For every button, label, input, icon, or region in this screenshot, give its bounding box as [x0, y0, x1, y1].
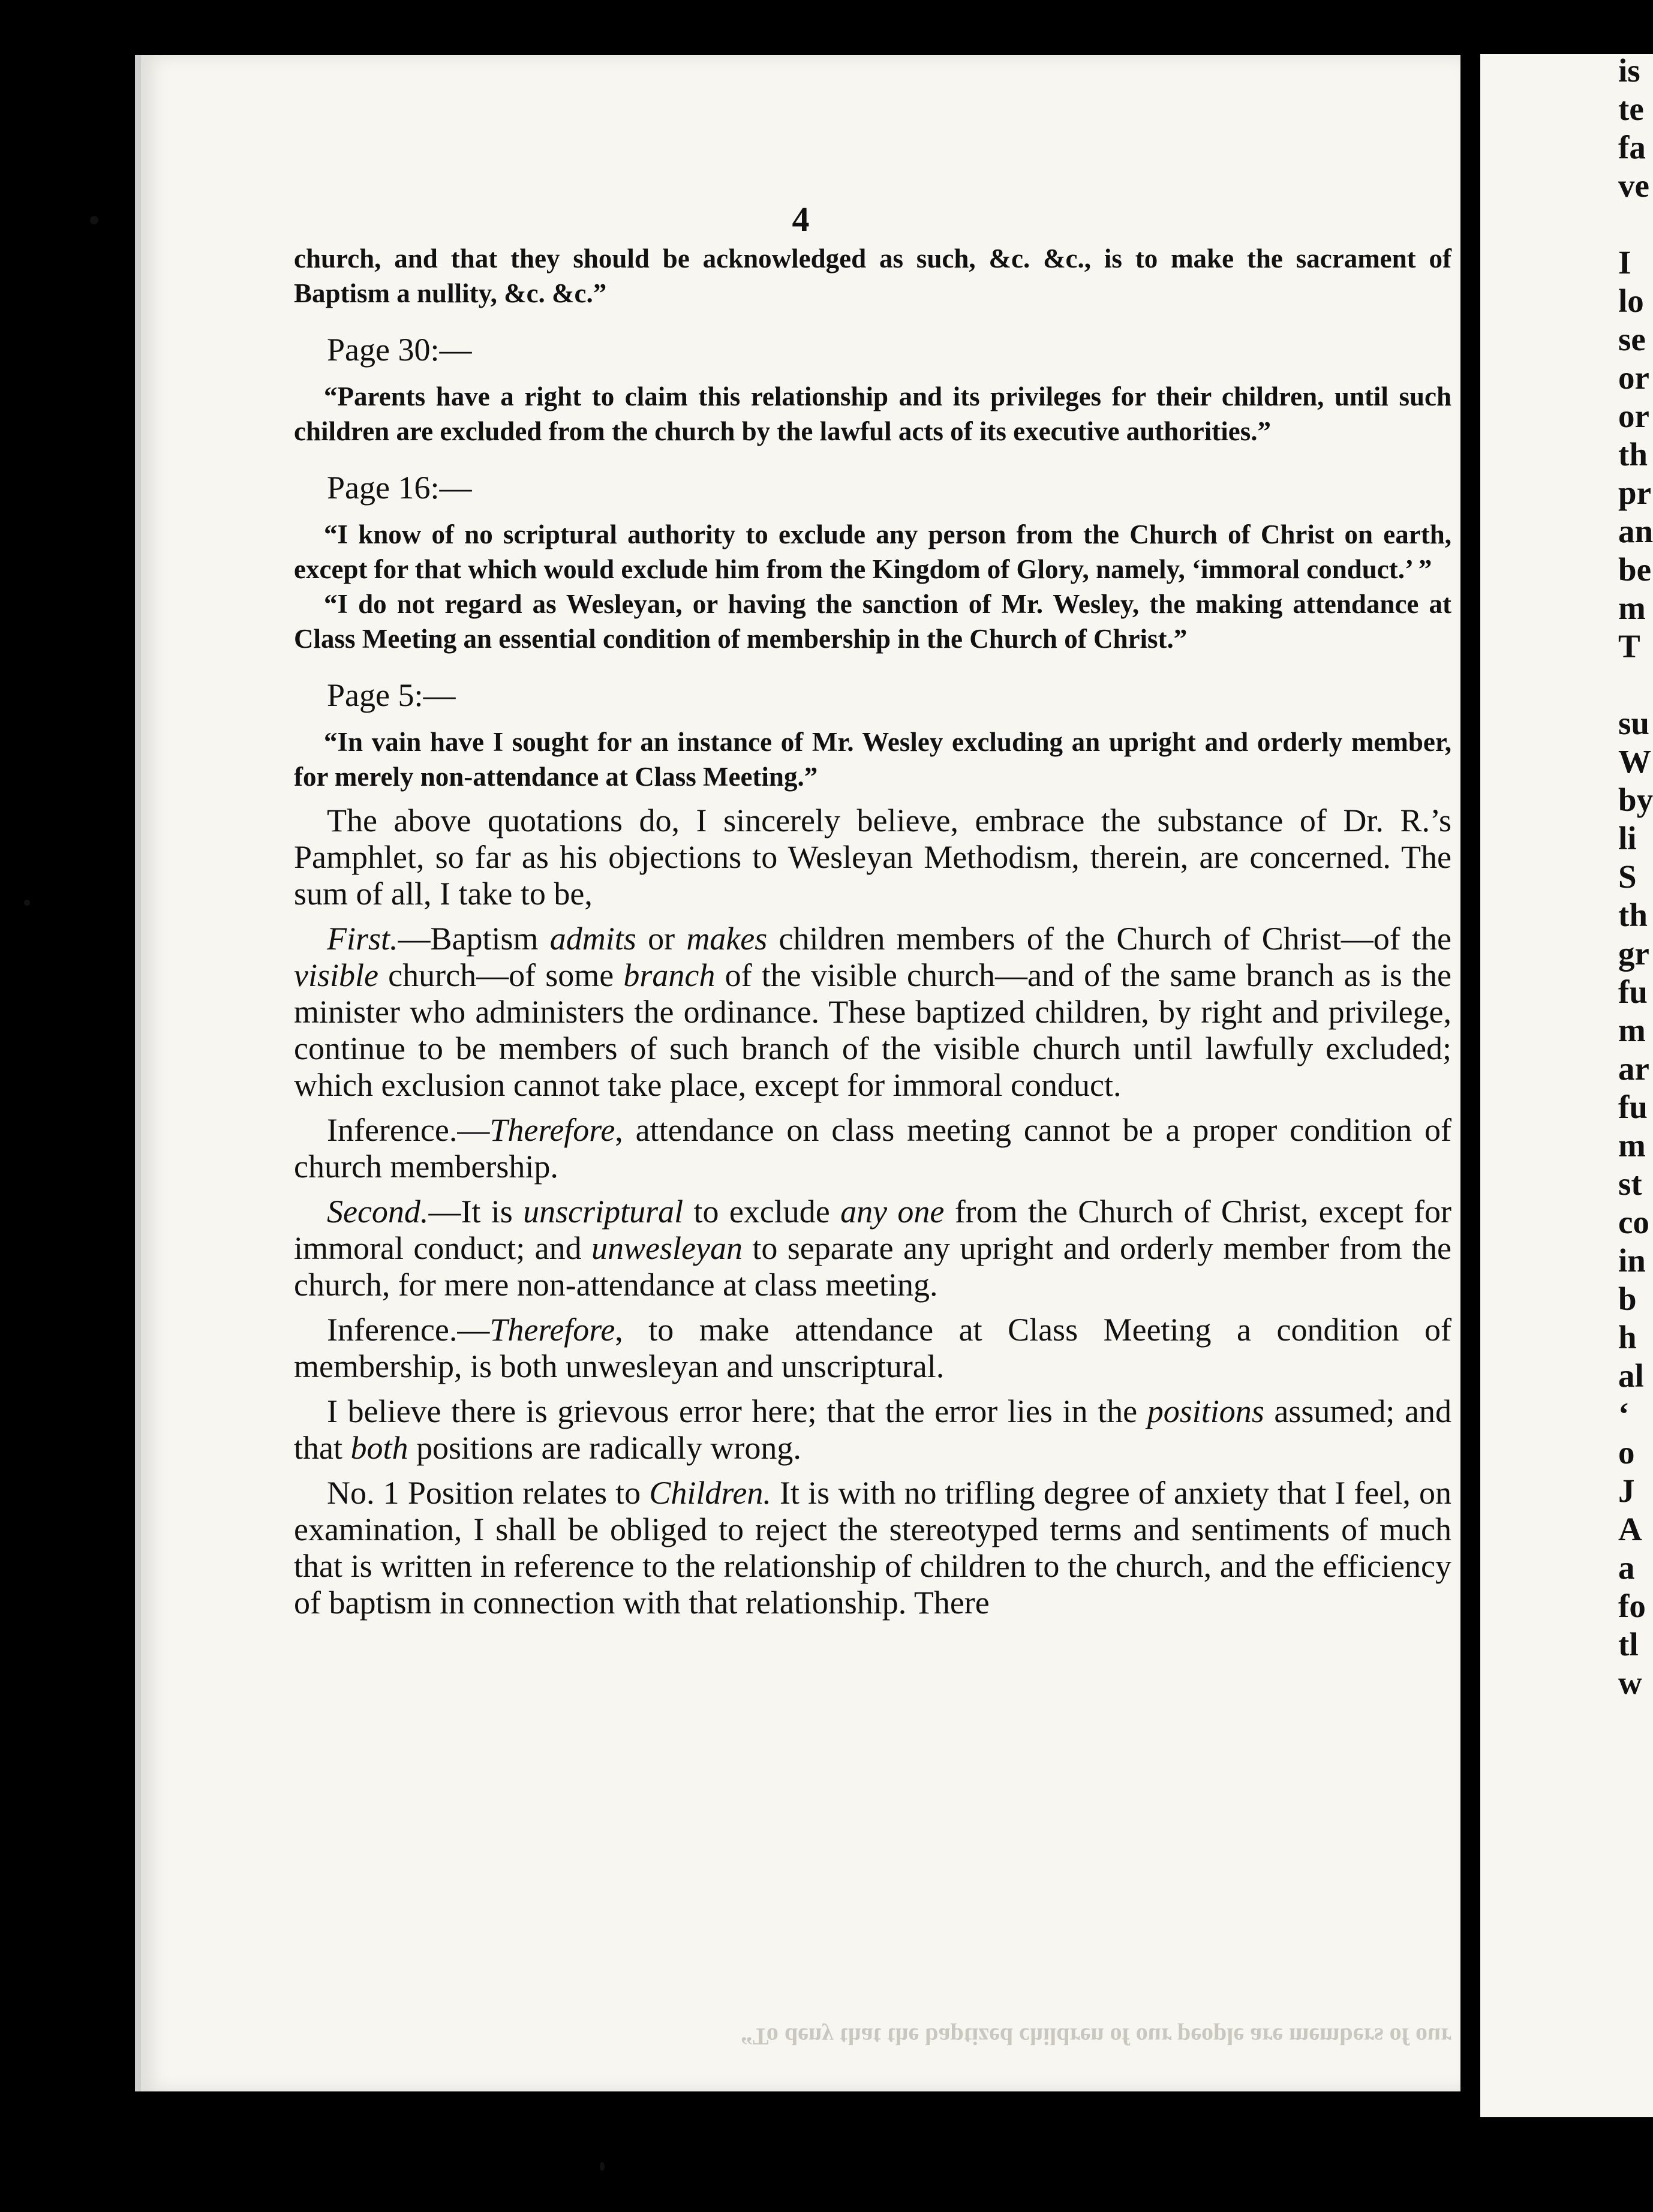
facing-page-fragment: in [1618, 1242, 1646, 1279]
page-text [294, 241, 1451, 1621]
facing-page-fragment: pr [1618, 474, 1651, 511]
text-run: from the Church of Christ, except for immoral conduct; and [294, 1194, 1451, 1266]
quotation: “I do not regard as Wesleyan, or having the sanction of Mr. Wesley, the making attendance at Class Meeting an essential condition of membership in the Church of Christ.” [294, 589, 1451, 654]
quotation: “In vain have I sought for an instance of Mr. Wesley excluding an upright and orderly member, for merely non-attendance at Class Meeting.” [294, 727, 1451, 792]
facing-page-fragment: o [1618, 1434, 1635, 1471]
text-run: —Baptism [398, 921, 550, 957]
body-paragraph [294, 1475, 1451, 1621]
continued-quote: church, and that they should be acknowledged as such, &c. &c., is to make the sacrament of Baptism a nullity, &c. &c.” [294, 244, 1451, 308]
italic-text: branch [623, 957, 716, 993]
facing-page-fragment: an [1618, 513, 1653, 549]
facing-page-fragment: fu [1618, 1089, 1648, 1125]
quotation: “I know of no scriptural authority to exclude any person from the Church of Christ on earth, except for that which would exclude him from the Kingdom of Glory, namely, ‘immoral conduct.’ ” [294, 519, 1451, 584]
italic-text: both [350, 1430, 408, 1466]
facing-page-fragment: m [1618, 1127, 1646, 1164]
facing-page-fragment: T [1618, 628, 1640, 665]
facing-page-fragment: su [1618, 705, 1649, 741]
text-run: or [636, 921, 687, 957]
facing-page-fragment [1618, 208, 1653, 246]
facing-page-fragment: by [1618, 782, 1653, 818]
text-run: church—of some [378, 957, 624, 993]
page-reference-heading: Page 5:— [327, 677, 456, 713]
facing-page-fragment: S [1618, 858, 1637, 895]
italic-text: visible [294, 957, 378, 993]
text-run: , attendance on class meeting cannot be a proper condition of church membership. [294, 1112, 1451, 1185]
italic-text: First. [327, 921, 398, 957]
body-paragraph [294, 1194, 1451, 1303]
facing-page-fragment: al [1618, 1357, 1644, 1394]
text-run: No. 1 Position relates to [327, 1475, 650, 1511]
italic-text: Therefore [489, 1112, 615, 1148]
body-paragraph [294, 1312, 1451, 1385]
text-run: Inference.— [327, 1312, 490, 1348]
facing-page-fragment: tl [1618, 1626, 1639, 1663]
facing-page-fragment: fa [1618, 129, 1646, 166]
facing-page-fragment: be [1618, 551, 1651, 588]
text-run: children members of the Church of Christ—of the [767, 921, 1451, 957]
text-run: It is with no trifling degree of anxiety that I feel, on examination, I shall be obliged to reject the stereotyped terms and sentiments of much that is written in reference to the relationship of children to the church, and the efficiency of baptism in connection with that relationship. There [294, 1475, 1452, 1621]
italic-text: Therefore [489, 1312, 615, 1348]
facing-page-fragment: m [1618, 590, 1646, 626]
facing-page-fragment: or [1618, 398, 1649, 434]
facing-page-fragment: I [1618, 244, 1631, 281]
italic-text: Children. [649, 1475, 771, 1511]
text-run: —It is [428, 1194, 524, 1230]
page-reference-heading: Page 30:— [327, 332, 472, 368]
facing-page-fragment: a [1618, 1549, 1635, 1586]
facing-page-fragment: fu [1618, 973, 1648, 1010]
facing-page-fragment: b [1618, 1281, 1637, 1317]
facing-page-fragment: J [1618, 1472, 1635, 1509]
text-run: positions are radically wrong. [408, 1430, 801, 1466]
facing-page-fragment: fo [1618, 1588, 1646, 1624]
italic-text: positions [1147, 1393, 1264, 1429]
body-paragraph [294, 921, 1451, 1104]
body-paragraph: The above quotations do, I sincerely believe, embrace the substance of Dr. R.’s Pamphlet, so far as his objections to Wesleyan Methodism, therein, are concerned. The sum of all, I take to be, [294, 803, 1451, 912]
facing-page-edge [1480, 54, 1653, 2117]
facing-page-fragment: or [1618, 359, 1649, 396]
italic-text: admits [549, 921, 636, 957]
text-run: I believe there is grievous error here; that the error lies in the [327, 1393, 1147, 1429]
facing-page-fragment: ar [1618, 1050, 1649, 1087]
facing-page-fragment: te [1618, 91, 1644, 127]
facing-page-fragment: th [1618, 436, 1648, 473]
italic-text: any one [840, 1194, 945, 1230]
book-page [135, 55, 1460, 2091]
facing-page-fragment: h [1618, 1319, 1637, 1356]
facing-page-fragment: w [1618, 1664, 1642, 1701]
body-paragraph [294, 1393, 1451, 1466]
facing-page-fragment: ‘ [1618, 1396, 1630, 1432]
text-run: of the visible church—and of the same branch as is the minister who administers the ordinance. These baptized children, by right and privilege, continue to be members of such branch of the visible church until lawfully excluded; which exclusion cannot take place, except for immoral conduct. [294, 957, 1452, 1103]
italic-text: makes [686, 921, 768, 957]
facing-page-fragment: lo [1618, 282, 1644, 319]
text-run: to exclude [683, 1194, 841, 1230]
text-run: , to make attendance at Class Meeting a condition of membership, is both unwesleyan and unscriptural. [294, 1312, 1451, 1384]
facing-page-fragment: co [1618, 1204, 1649, 1240]
facing-page-fragment: gr [1618, 935, 1649, 972]
italic-text: unwesleyan [591, 1230, 743, 1266]
facing-page-fragment: li [1618, 820, 1637, 856]
italic-text: unscriptural [523, 1194, 684, 1230]
facing-page-fragment: ve [1618, 167, 1649, 204]
text-run: Inference.— [327, 1112, 490, 1148]
text-run: to separate any upright and orderly member from the church, for mere non-attendance at class meeting. [294, 1230, 1451, 1303]
facing-page-fragment: se [1618, 321, 1646, 357]
body-paragraph [294, 1112, 1451, 1185]
scan-speck [90, 216, 98, 224]
facing-page-fragment: is [1618, 54, 1640, 89]
facing-page-fragment: m [1618, 1012, 1646, 1048]
facing-page-fragment: W [1618, 743, 1651, 780]
scan-speck [24, 900, 30, 906]
page-reference-heading: Page 16:— [327, 470, 472, 506]
bleed-through-text: “To deny that the baptized children of our people are members of our [740, 2023, 1451, 2050]
italic-text: Second. [327, 1194, 429, 1230]
quotation: “Parents have a right to claim this relationship and its privileges for their children, until such children are excluded from the church by the lawful acts of its executive authorities.” [294, 381, 1451, 446]
scan-speck [600, 2162, 605, 2171]
facing-page-fragment: A [1618, 1511, 1642, 1547]
facing-page-fragment: th [1618, 897, 1648, 933]
facing-page-fragments [1480, 54, 1653, 1705]
facing-page-fragment: st [1618, 1165, 1642, 1202]
text-run: assumed; and that [294, 1393, 1451, 1466]
page-number: 4 [792, 200, 810, 239]
facing-page-fragment [1618, 668, 1653, 707]
